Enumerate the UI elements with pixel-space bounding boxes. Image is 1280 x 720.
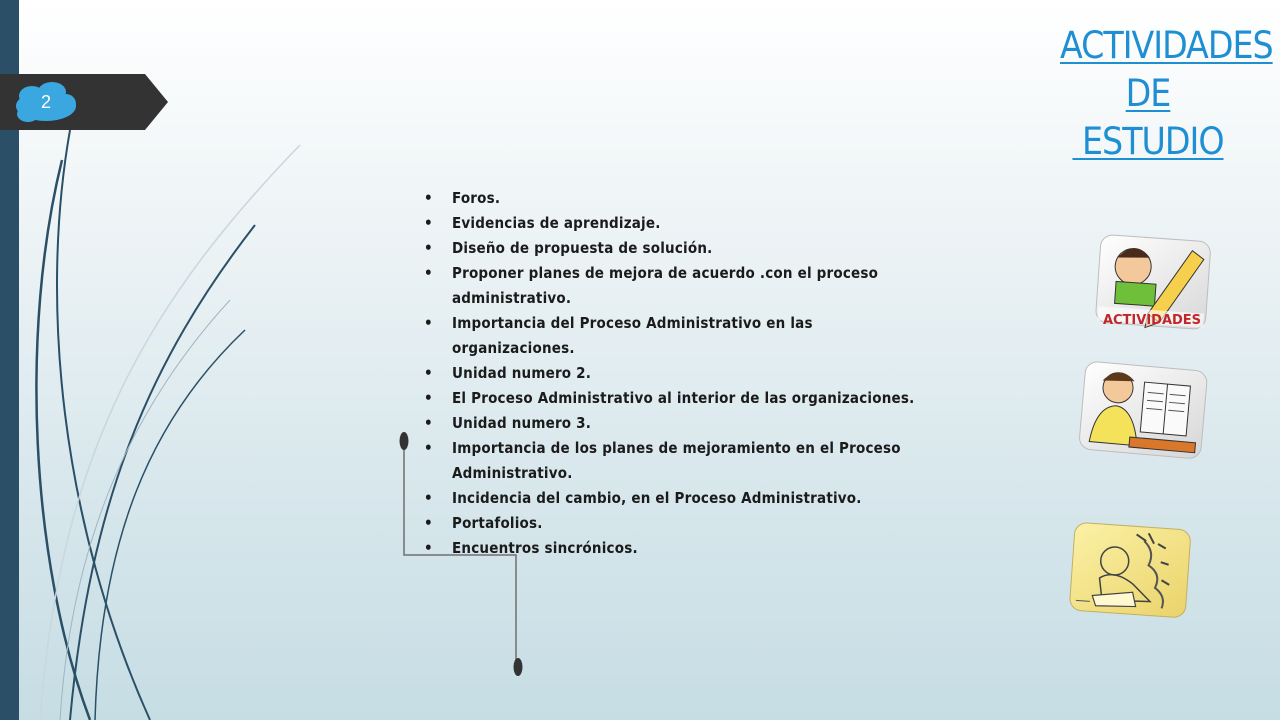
list-item: • Evidencias de aprendizaje. bbox=[424, 211, 924, 236]
list-item: • Importancia de los planes de mejoramiento en el Proceso Administrativo. bbox=[424, 436, 924, 486]
sketch-reading-card bbox=[1064, 520, 1194, 624]
title-line-1[interactable]: ACTIVIDADES bbox=[1060, 24, 1273, 67]
student-reading-card bbox=[1072, 358, 1212, 466]
list-item: • Importancia del Proceso Administrativo en las organizaciones. bbox=[424, 311, 924, 361]
actividades-label: ACTIVIDADES bbox=[1102, 313, 1202, 328]
connector-dot-bottom-icon bbox=[514, 658, 523, 676]
list-item: • Unidad numero 2. bbox=[424, 361, 924, 386]
title-line-2[interactable]: DE bbox=[1125, 72, 1171, 115]
page-title[interactable] bbox=[1060, 22, 1273, 166]
list-item: • Encuentros sincrónicos. bbox=[424, 536, 924, 561]
actividades-clipart-card bbox=[1090, 232, 1216, 336]
slide-number: 2 bbox=[40, 91, 51, 112]
connector-dot-top-icon bbox=[400, 432, 409, 450]
list-item: • El Proceso Administrativo al interior de las organizaciones. bbox=[424, 386, 924, 411]
list-item: • Foros. bbox=[424, 186, 924, 211]
activities-list bbox=[424, 186, 924, 561]
list-item: • Incidencia del cambio, en el Proceso Administrativo. bbox=[424, 486, 924, 511]
list-item: • Proponer planes de mejora de acuerdo .con el proceso administrativo. bbox=[424, 261, 924, 311]
list-item: • Portafolios. bbox=[424, 511, 924, 536]
list-item: • Unidad numero 3. bbox=[424, 411, 924, 436]
title-line-3[interactable]: ESTUDIO bbox=[1072, 120, 1224, 163]
list-item: • Diseño de propuesta de solución. bbox=[424, 236, 924, 261]
